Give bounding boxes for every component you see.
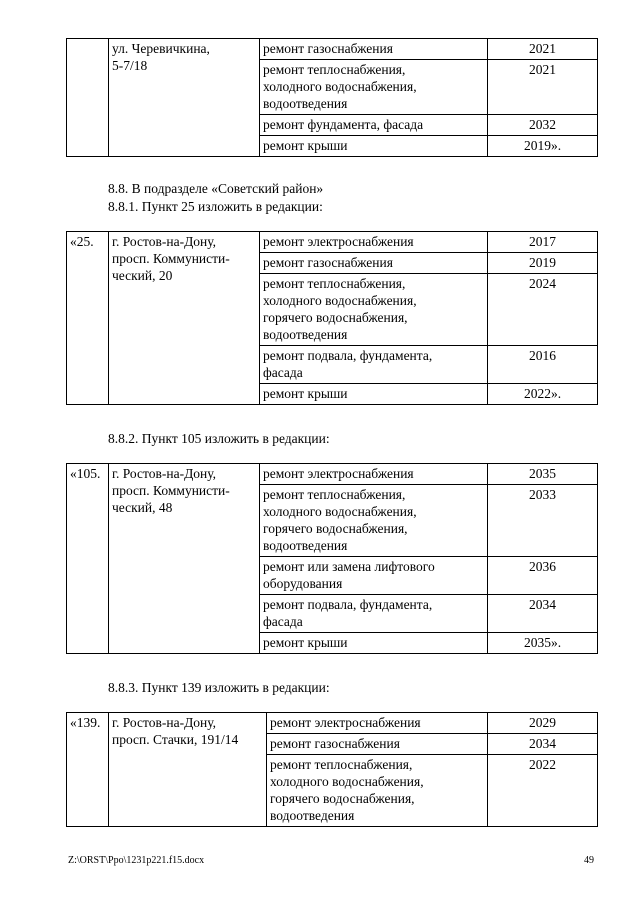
work-cell: ремонт теплоснабжения, холодного водоснабжения, горячего водоснабжения, водоотведения (260, 485, 488, 557)
paragraph-item-25: 8.8.1. Пункт 25 изложить в редакции: (108, 199, 323, 214)
work-cell: ремонт теплоснабжения, холодного водоснабжения, горячего водоснабжения, водоотведения (260, 274, 488, 346)
year-cell: 2017 (488, 232, 598, 253)
work-cell: ремонт или замена лифтового оборудования (260, 557, 488, 595)
address-cell: г. Ростов-на-Дону, просп. Коммунисти- ческий, 48 (109, 464, 260, 654)
year-cell: 2019 (488, 253, 598, 274)
work-cell: ремонт теплоснабжения, холодного водоснабжения, водоотведения (260, 60, 488, 115)
year-cell: 2016 (488, 346, 598, 384)
work-cell: ремонт подвала, фундамента, фасада (260, 595, 488, 633)
year-cell: 2033 (488, 485, 598, 557)
year-cell: 2019». (488, 136, 598, 157)
work-cell: ремонт газоснабжения (260, 253, 488, 274)
address-cell: г. Ростов-на-Дону, просп. Стачки, 191/14 (109, 713, 267, 827)
paragraph-item-105: 8.8.2. Пункт 105 изложить в редакции: (108, 431, 330, 446)
number-cell: «25. (67, 232, 109, 405)
year-cell: 2035 (488, 464, 598, 485)
work-cell: ремонт газоснабжения (260, 39, 488, 60)
paragraph-section-heading: 8.8. В подразделе «Советский район» (108, 181, 324, 196)
work-cell: ремонт крыши (260, 136, 488, 157)
work-cell: ремонт фундамента, фасада (260, 115, 488, 136)
year-cell: 2034 (488, 734, 598, 755)
work-cell: ремонт крыши (260, 633, 488, 654)
year-cell: 2029 (488, 713, 598, 734)
year-cell: 2032 (488, 115, 598, 136)
year-cell: 2036 (488, 557, 598, 595)
work-cell: ремонт крыши (260, 384, 488, 405)
work-cell: ремонт электроснабжения (260, 232, 488, 253)
year-cell: 2021 (488, 39, 598, 60)
footer-file-path: Z:\ORST\Ppo\1231p221.f15.docx (68, 855, 205, 866)
table-row (67, 232, 598, 253)
number-cell (67, 39, 109, 157)
number-cell: «105. (67, 464, 109, 654)
table-cherevichkina (66, 38, 598, 157)
year-cell: 2035». (488, 633, 598, 654)
year-cell: 2022 (488, 755, 598, 827)
table-row (67, 39, 598, 60)
work-cell: ремонт теплоснабжения, холодного водоснабжения, горячего водоснабжения, водоотведения (267, 755, 488, 827)
address-cell: ул. Черевичкина, 5-7/18 (109, 39, 260, 157)
year-cell: 2024 (488, 274, 598, 346)
table-row (67, 713, 598, 734)
work-cell: ремонт газоснабжения (267, 734, 488, 755)
table-row (67, 464, 598, 485)
number-cell: «139. (67, 713, 109, 827)
work-cell: ремонт электроснабжения (267, 713, 488, 734)
year-cell: 2022». (488, 384, 598, 405)
work-cell: ремонт электроснабжения (260, 464, 488, 485)
work-cell: ремонт подвала, фундамента, фасада (260, 346, 488, 384)
table-item-105 (66, 463, 598, 654)
paragraph-item-139: 8.8.3. Пункт 139 изложить в редакции: (108, 680, 330, 695)
year-cell: 2021 (488, 60, 598, 115)
table-item-139 (66, 712, 598, 827)
address-cell: г. Ростов-на-Дону, просп. Коммунисти- ческий, 20 (109, 232, 260, 405)
year-cell: 2034 (488, 595, 598, 633)
table-item-25 (66, 231, 598, 405)
footer-page-number: 49 (584, 855, 594, 866)
